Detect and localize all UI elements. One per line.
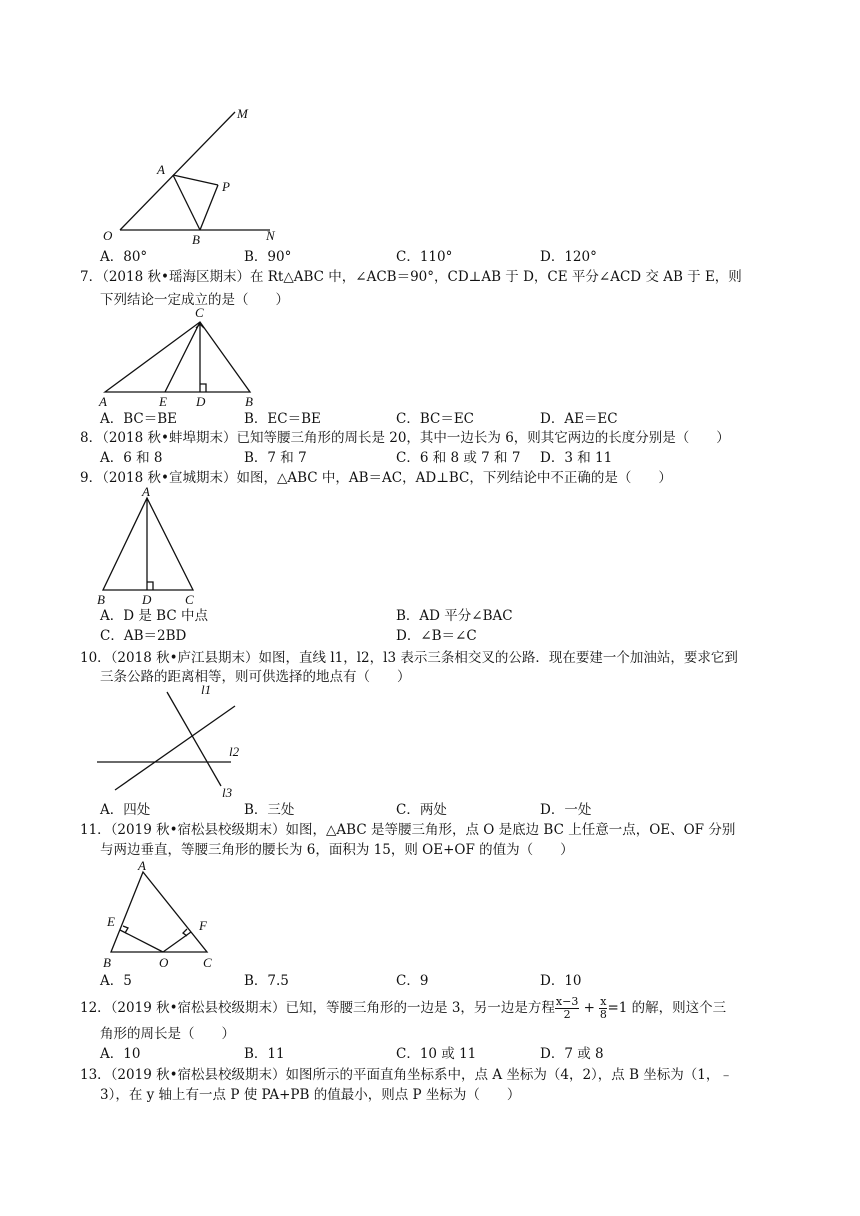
q10-stem-line2: 三条公路的距离相等，则可供选择的地点有（ ）: [100, 669, 411, 685]
q12-option-d: D．7 或 8: [540, 1046, 604, 1062]
q8-option-c: C．6 和 8 或 7 和 7: [396, 450, 521, 466]
q6-option-c: C．110°: [396, 249, 453, 265]
q6-option-b: B．90°: [244, 249, 292, 265]
q13-stem-line2: 3），在 y 轴上有一点 P 使 PA+PB 的值最小，则点 P 坐标为（ ）: [100, 1087, 521, 1103]
q7-label-b: B: [245, 394, 253, 409]
q7-option-d: D．AE＝EC: [540, 411, 618, 427]
q6-option-a: A．80°: [100, 249, 148, 265]
q7-option-b: B．EC＝BE: [244, 411, 321, 427]
q9-label-a: A: [142, 484, 150, 499]
q6-label-p: P: [222, 179, 230, 194]
q7-label-d: D: [196, 394, 206, 409]
q8-option-b: B．7 和 7: [244, 450, 307, 466]
q10-option-a: A．四处: [100, 802, 151, 818]
q11-figure: [95, 856, 225, 972]
q12-frac2-numerator: x: [600, 995, 607, 1008]
q10-label-l1: l1: [201, 682, 212, 697]
q11-label-f: F: [199, 918, 207, 933]
q13-stem-line1: 13．（2019 秋•宿松县校级期末）如图所示的平面直角坐标系中，点 A 坐标为（4，2），点 B 坐标为（1，﹣: [80, 1067, 733, 1083]
q10-option-b: B．三处: [244, 802, 295, 818]
q12-option-b: B．11: [244, 1046, 285, 1062]
q12-frac2-denominator: 8: [599, 1008, 607, 1021]
q11-stem-line1: 11．（2019 秋•宿松县校级期末）如图，△ABC 是等腰三角形，点 O 是底边 BC 上任意一点，OE、OF 分别: [80, 822, 736, 838]
q12-stem-line2: 角形的周长是（ ）: [100, 1026, 235, 1042]
q11-stem-line2: 与两边垂直，等腰三角形的腰长为 6，面积为 15，则 OE+OF 的值为（ ）: [100, 842, 574, 858]
q11-label-e: E: [107, 914, 115, 929]
q6-figure: [95, 100, 295, 245]
q6-label-m: M: [237, 106, 248, 121]
q7-stem-line1: 7．（2018 秋•瑶海区期末）在 Rt△ABC 中，∠ACB＝90°，CD⊥AB 于 D，CE 平分∠ACD 交 AB 于 E，则: [80, 269, 742, 285]
q11-option-c: C．9: [396, 973, 429, 989]
q12-stem-pre: 12．（2019 秋•宿松县校级期末）已知，等腰三角形的一边是 3，另一边是方程: [80, 1000, 555, 1016]
q12-frac1-denominator: 2: [563, 1008, 571, 1021]
q10-stem-line1: 10．（2018 秋•庐江县期末）如图，直线 l1，l2，l3 表示三条相交叉的公路．现在要建一个加油站，要求它到: [80, 650, 738, 666]
q9-option-a: A．D 是 BC 中点: [100, 608, 208, 624]
q8-option-d: D．3 和 11: [540, 450, 613, 466]
q6-label-o: O: [103, 228, 113, 243]
q9-option-c: C．AB＝2BD: [100, 628, 187, 644]
q6-option-d: D．120°: [540, 249, 597, 265]
q12-frac1-numerator: x−3: [555, 995, 579, 1008]
q10-label-l3: l3: [222, 785, 233, 800]
q6-label-b: B: [192, 232, 200, 245]
q11-label-a: A: [138, 858, 146, 873]
q11-option-b: B．7.5: [244, 973, 289, 989]
q11-label-o: O: [159, 955, 169, 970]
q7-option-c: C．BC＝EC: [396, 411, 475, 427]
q7-label-a: A: [99, 394, 107, 409]
q6-label-n: N: [266, 228, 275, 243]
q9-option-d: D．∠B＝∠C: [396, 628, 477, 644]
q9-figure: [95, 484, 205, 608]
q11-label-c: C: [203, 955, 212, 970]
q12-stem-post: =1 的解，则这个三: [607, 1000, 727, 1016]
q12-plus: +: [583, 1000, 595, 1016]
q7-label-e: E: [159, 394, 167, 409]
q7-label-c: C: [195, 305, 204, 320]
q11-option-a: A．5: [100, 973, 132, 989]
q10-figure: [95, 680, 255, 800]
q9-stem-line1: 9．（2018 秋•宣城期末）如图，△ABC 中，AB＝AC，AD⊥BC，下列结论中不正确的是（ ）: [80, 470, 672, 486]
q12-stem-line1: [80, 996, 726, 1021]
q9-label-c: C: [185, 592, 194, 607]
q11-label-b: B: [103, 955, 111, 970]
q7-stem-line2: 下列结论一定成立的是（ ）: [100, 292, 289, 308]
q9-label-b: B: [97, 592, 105, 607]
q6-label-a: A: [157, 162, 165, 177]
q7-figure: [95, 302, 265, 410]
q8-stem-line1: 8．（2018 秋•蚌埠期末）已知等腰三角形的周长是 20，其中一边长为 6，则其它两边的长度分别是（ ）: [80, 430, 730, 446]
q10-option-c: C．两处: [396, 802, 447, 818]
q10-label-l2: l2: [229, 744, 240, 759]
q9-option-b: B．AD 平分∠BAC: [396, 608, 513, 624]
q7-option-a: A．BC＝BE: [100, 411, 178, 427]
q9-label-d: D: [142, 592, 152, 607]
q8-option-a: A．6 和 8: [100, 450, 163, 466]
q10-option-d: D．一处: [540, 802, 592, 818]
q12-option-a: A．10: [100, 1046, 141, 1062]
q12-fraction-1: [555, 996, 579, 1021]
q11-option-d: D．10: [540, 973, 582, 989]
q12-option-c: C．10 或 11: [396, 1046, 477, 1062]
